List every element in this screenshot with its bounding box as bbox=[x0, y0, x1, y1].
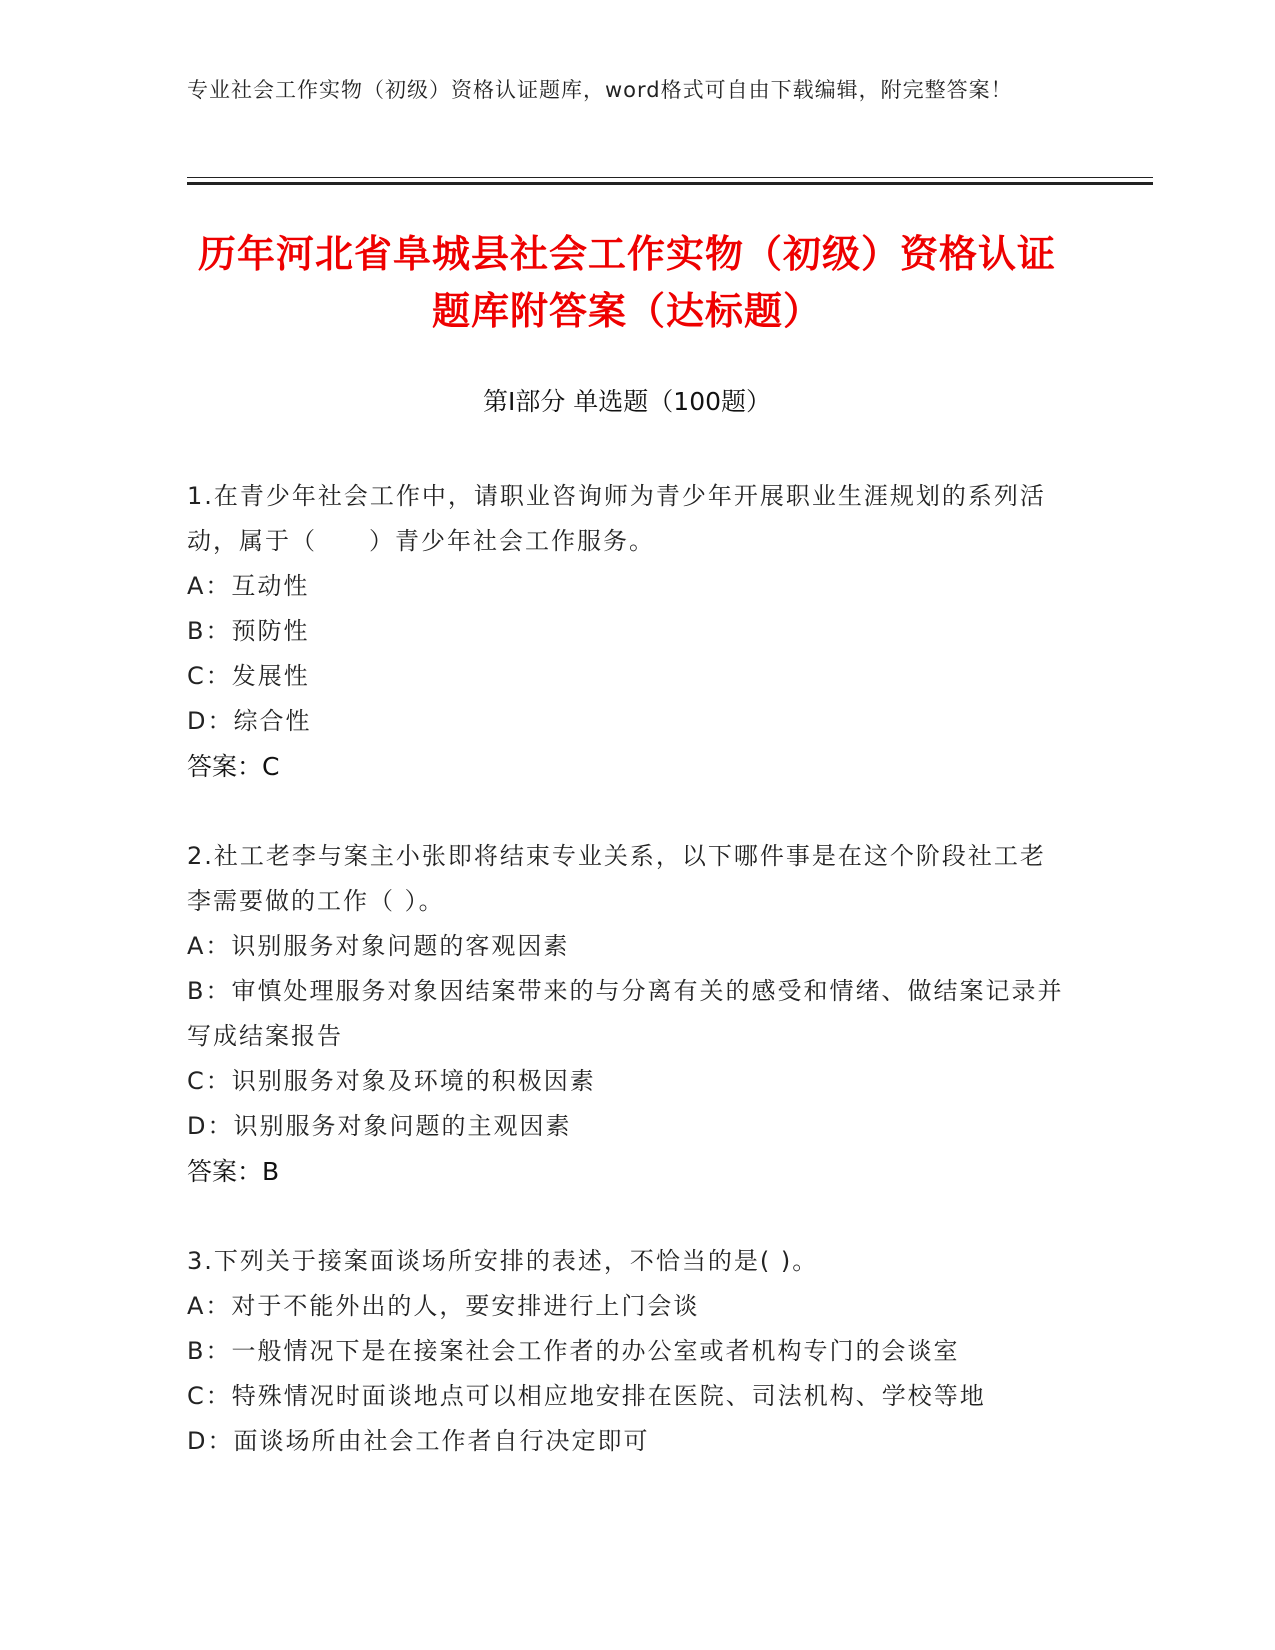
option-a: A：对于不能外出的人，要安排进行上门会谈 bbox=[187, 1292, 700, 1320]
question-stem: 3.下列关于接案面谈场所安排的表述，不恰当的是( )。 bbox=[187, 1247, 819, 1275]
header-rule-thin bbox=[187, 177, 1153, 178]
question-list bbox=[187, 474, 1067, 1509]
option-d: D：识别服务对象问题的主观因素 bbox=[187, 1112, 572, 1140]
option-b: B：预防性 bbox=[187, 617, 310, 645]
answer: 答案：C bbox=[187, 752, 280, 781]
document-title: 历年河北省阜城县社会工作实物（初级）资格认证题库附答案（达标题） bbox=[197, 232, 1056, 333]
option-a: A：互动性 bbox=[187, 572, 310, 600]
section-heading: 第Ⅰ部分 单选题（100题） bbox=[482, 387, 772, 416]
question-2 bbox=[187, 834, 1067, 1194]
option-d: D：面谈场所由社会工作者自行决定即可 bbox=[187, 1427, 650, 1455]
answer: 答案：B bbox=[187, 1157, 280, 1186]
question-3 bbox=[187, 1239, 1067, 1464]
option-c: C：发展性 bbox=[187, 662, 310, 690]
question-1 bbox=[187, 474, 1067, 789]
option-c: C：识别服务对象及环境的积极因素 bbox=[187, 1067, 596, 1095]
option-d: D：综合性 bbox=[187, 707, 312, 735]
option-a: A：识别服务对象问题的客观因素 bbox=[187, 932, 570, 960]
option-c: C：特殊情况时面谈地点可以相应地安排在医院、司法机构、学校等地 bbox=[187, 1382, 986, 1410]
header-note: 专业社会工作实物（初级）资格认证题库，word格式可自由下载编辑，附完整答案！ bbox=[187, 78, 1013, 102]
question-stem: 1.在青少年社会工作中，请职业咨询师为青少年开展职业生涯规划的系列活动，属于（ ）青少年社会工作服务。 bbox=[187, 482, 1046, 555]
header-rule-thick bbox=[187, 182, 1153, 185]
question-stem: 2.社工老李与案主小张即将结束专业关系，以下哪件事是在这个阶段社工老李需要做的工作（ ）。 bbox=[187, 842, 1046, 915]
option-b: B：审慎处理服务对象因结案带来的与分离有关的感受和情绪、做结案记录并写成结案报告 bbox=[187, 977, 1064, 1050]
option-b: B：一般情况下是在接案社会工作者的办公室或者机构专门的会谈室 bbox=[187, 1337, 960, 1365]
